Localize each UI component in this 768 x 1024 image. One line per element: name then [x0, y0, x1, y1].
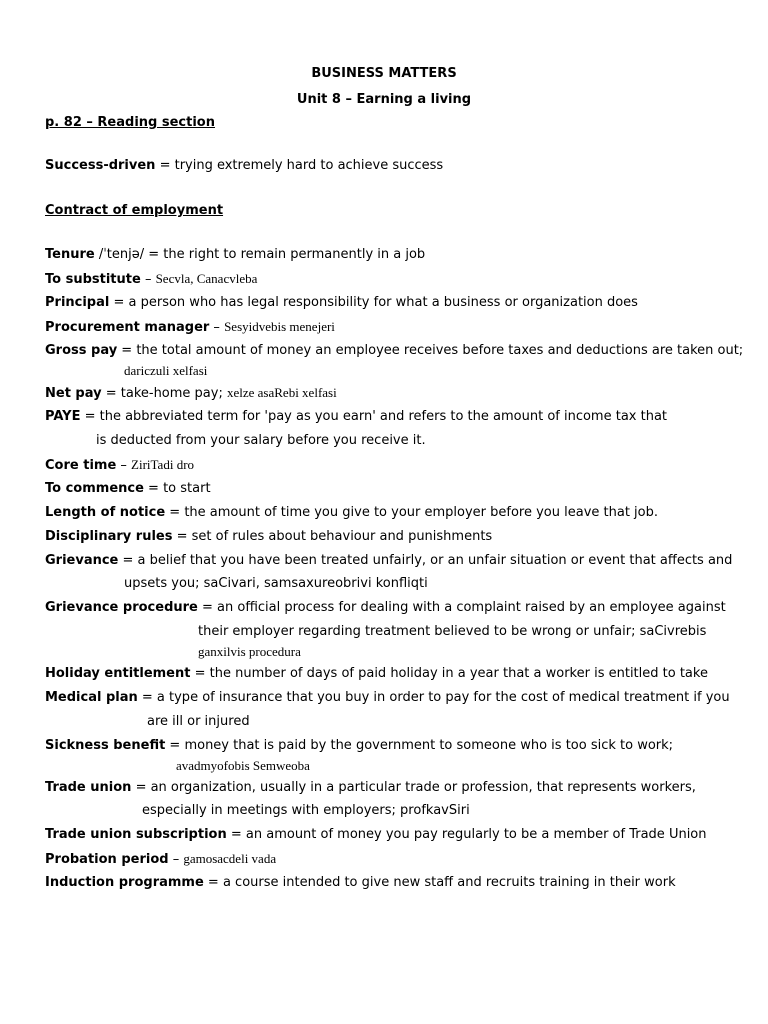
entry-trade-union-subscription [45, 826, 707, 844]
contract-heading: Contract of employment [45, 203, 224, 218]
entry-length-of-notice [45, 504, 658, 522]
entry-grievance-procedure-continuation: their employer regarding treatment believed to be wrong or unfair; saCivrebis [198, 624, 707, 639]
entry-definition: /ˈtenjə/ = the right to remain permanently in a job [94, 247, 426, 262]
entry-term: Gross pay [45, 343, 118, 358]
entry-translation: ZiriTadi dro [131, 457, 195, 472]
entry-definition: = set of rules about behaviour and punishments [172, 529, 493, 544]
entry-core-time [45, 456, 194, 475]
entry-paye [45, 408, 667, 426]
entry-term: Holiday entitlement [45, 666, 191, 681]
entry-to-substitute [45, 270, 257, 289]
entry-paye-continuation: is deducted from your salary before you receive it. [96, 433, 426, 448]
entry-gross-pay-translation: dariczuli xelfasi [124, 363, 208, 378]
entry-term: Induction programme [45, 875, 204, 890]
entry-term: Core time [45, 458, 117, 473]
entry-term: Sickness benefit [45, 738, 166, 753]
entry-term: To substitute [45, 272, 141, 287]
entry-definition: = the number of days of paid holiday in a year that a worker is entitled to take [190, 666, 708, 681]
entry-term: PAYE [45, 409, 81, 424]
entry-holiday-entitlement [45, 665, 708, 683]
entry-term: Grievance [45, 553, 119, 568]
entry-term: Length of notice [45, 505, 166, 520]
entry-grievance-procedure [45, 599, 726, 617]
entry-definition: = a type of insurance that you buy in order to pay for the cost of medical treatment if you [137, 690, 730, 705]
entry-term: Grievance procedure [45, 600, 198, 615]
entry-definition: = trying extremely hard to achieve success [155, 158, 444, 173]
entry-grievance [45, 552, 732, 570]
entry-to-commence [45, 480, 211, 498]
entry-trade-union [45, 779, 696, 797]
entry-translation: xelze asaRebi xelfasi [226, 385, 337, 400]
entry-term: Trade union [45, 780, 132, 795]
entry-probation-period [45, 850, 276, 869]
entry-sickness-benefit-translation: avadmyofobis Semweoba [176, 758, 310, 773]
entry-principal [45, 294, 638, 312]
entry-term: Success-driven [45, 158, 156, 173]
entry-induction-programme [45, 874, 676, 892]
entry-medical-plan-continuation: are ill or injured [147, 714, 250, 729]
entry-definition: = a course intended to give new staff and recruits training in their work [203, 875, 676, 890]
entry-definition: = money that is paid by the government to someone who is too sick to work; [165, 738, 674, 753]
entry-definition: = take-home pay; [101, 386, 227, 401]
entry-definition: = the amount of time you give to your employer before you leave that job. [165, 505, 659, 520]
entry-term: Trade union subscription [45, 827, 227, 842]
entry-definition: – [116, 458, 132, 473]
entry-definition: = a belief that you have been treated unfairly, or an unfair situation or event that affects and [118, 553, 733, 568]
document-subtitle: Unit 8 – Earning a living [296, 92, 472, 107]
document-title: BUSINESS MATTERS [311, 66, 457, 81]
entry-term: Disciplinary rules [45, 529, 173, 544]
section-heading: p. 82 – Reading section [45, 115, 215, 130]
entry-definition: – [140, 272, 156, 287]
entry-disciplinary-rules [45, 528, 492, 546]
entry-term: Procurement manager [45, 320, 210, 335]
entry-definition: = an official process for dealing with a complaint raised by an employee against [197, 600, 726, 615]
entry-term: Net pay [45, 386, 102, 401]
entry-tenure [45, 246, 425, 264]
entry-definition: = the total amount of money an employee receives before taxes and deductions are taken out; [117, 343, 744, 358]
entry-definition: = a person who has legal responsibility for what a business or organization does [109, 295, 638, 310]
entry-translation: Sesyidvebis menejeri [224, 319, 335, 334]
entry-definition: = the abbreviated term for 'pay as you earn' and refers to the amount of income tax that [80, 409, 668, 424]
entry-term: Tenure [45, 247, 95, 262]
entry-term: To commence [45, 481, 144, 496]
entry-gross-pay [45, 342, 743, 360]
entry-success-driven [45, 157, 443, 175]
entry-definition: – [209, 320, 225, 335]
entry-definition: – [168, 852, 184, 867]
entry-trade-union-continuation: especially in meetings with employers; profkavSiri [142, 803, 470, 818]
entry-definition: = an organization, usually in a particular trade or profession, that represents workers, [131, 780, 696, 795]
entry-sickness-benefit [45, 737, 673, 755]
entry-translation: gamosacdeli vada [183, 851, 277, 866]
entry-term: Principal [45, 295, 110, 310]
entry-procurement-manager [45, 318, 335, 337]
entry-definition: = an amount of money you pay regularly to be a member of Trade Union [226, 827, 707, 842]
entry-net-pay [45, 384, 337, 403]
entry-grievance-procedure-translation: ganxilvis procedura [198, 644, 301, 659]
entry-definition: = to start [143, 481, 211, 496]
entry-medical-plan [45, 689, 730, 707]
entry-term: Medical plan [45, 690, 138, 705]
entry-grievance-continuation: upsets you; saCivari, samsaxureobrivi konfliqti [124, 576, 428, 591]
entry-term: Probation period [45, 852, 169, 867]
entry-translation: Secvla, Canacvleba [155, 271, 258, 286]
